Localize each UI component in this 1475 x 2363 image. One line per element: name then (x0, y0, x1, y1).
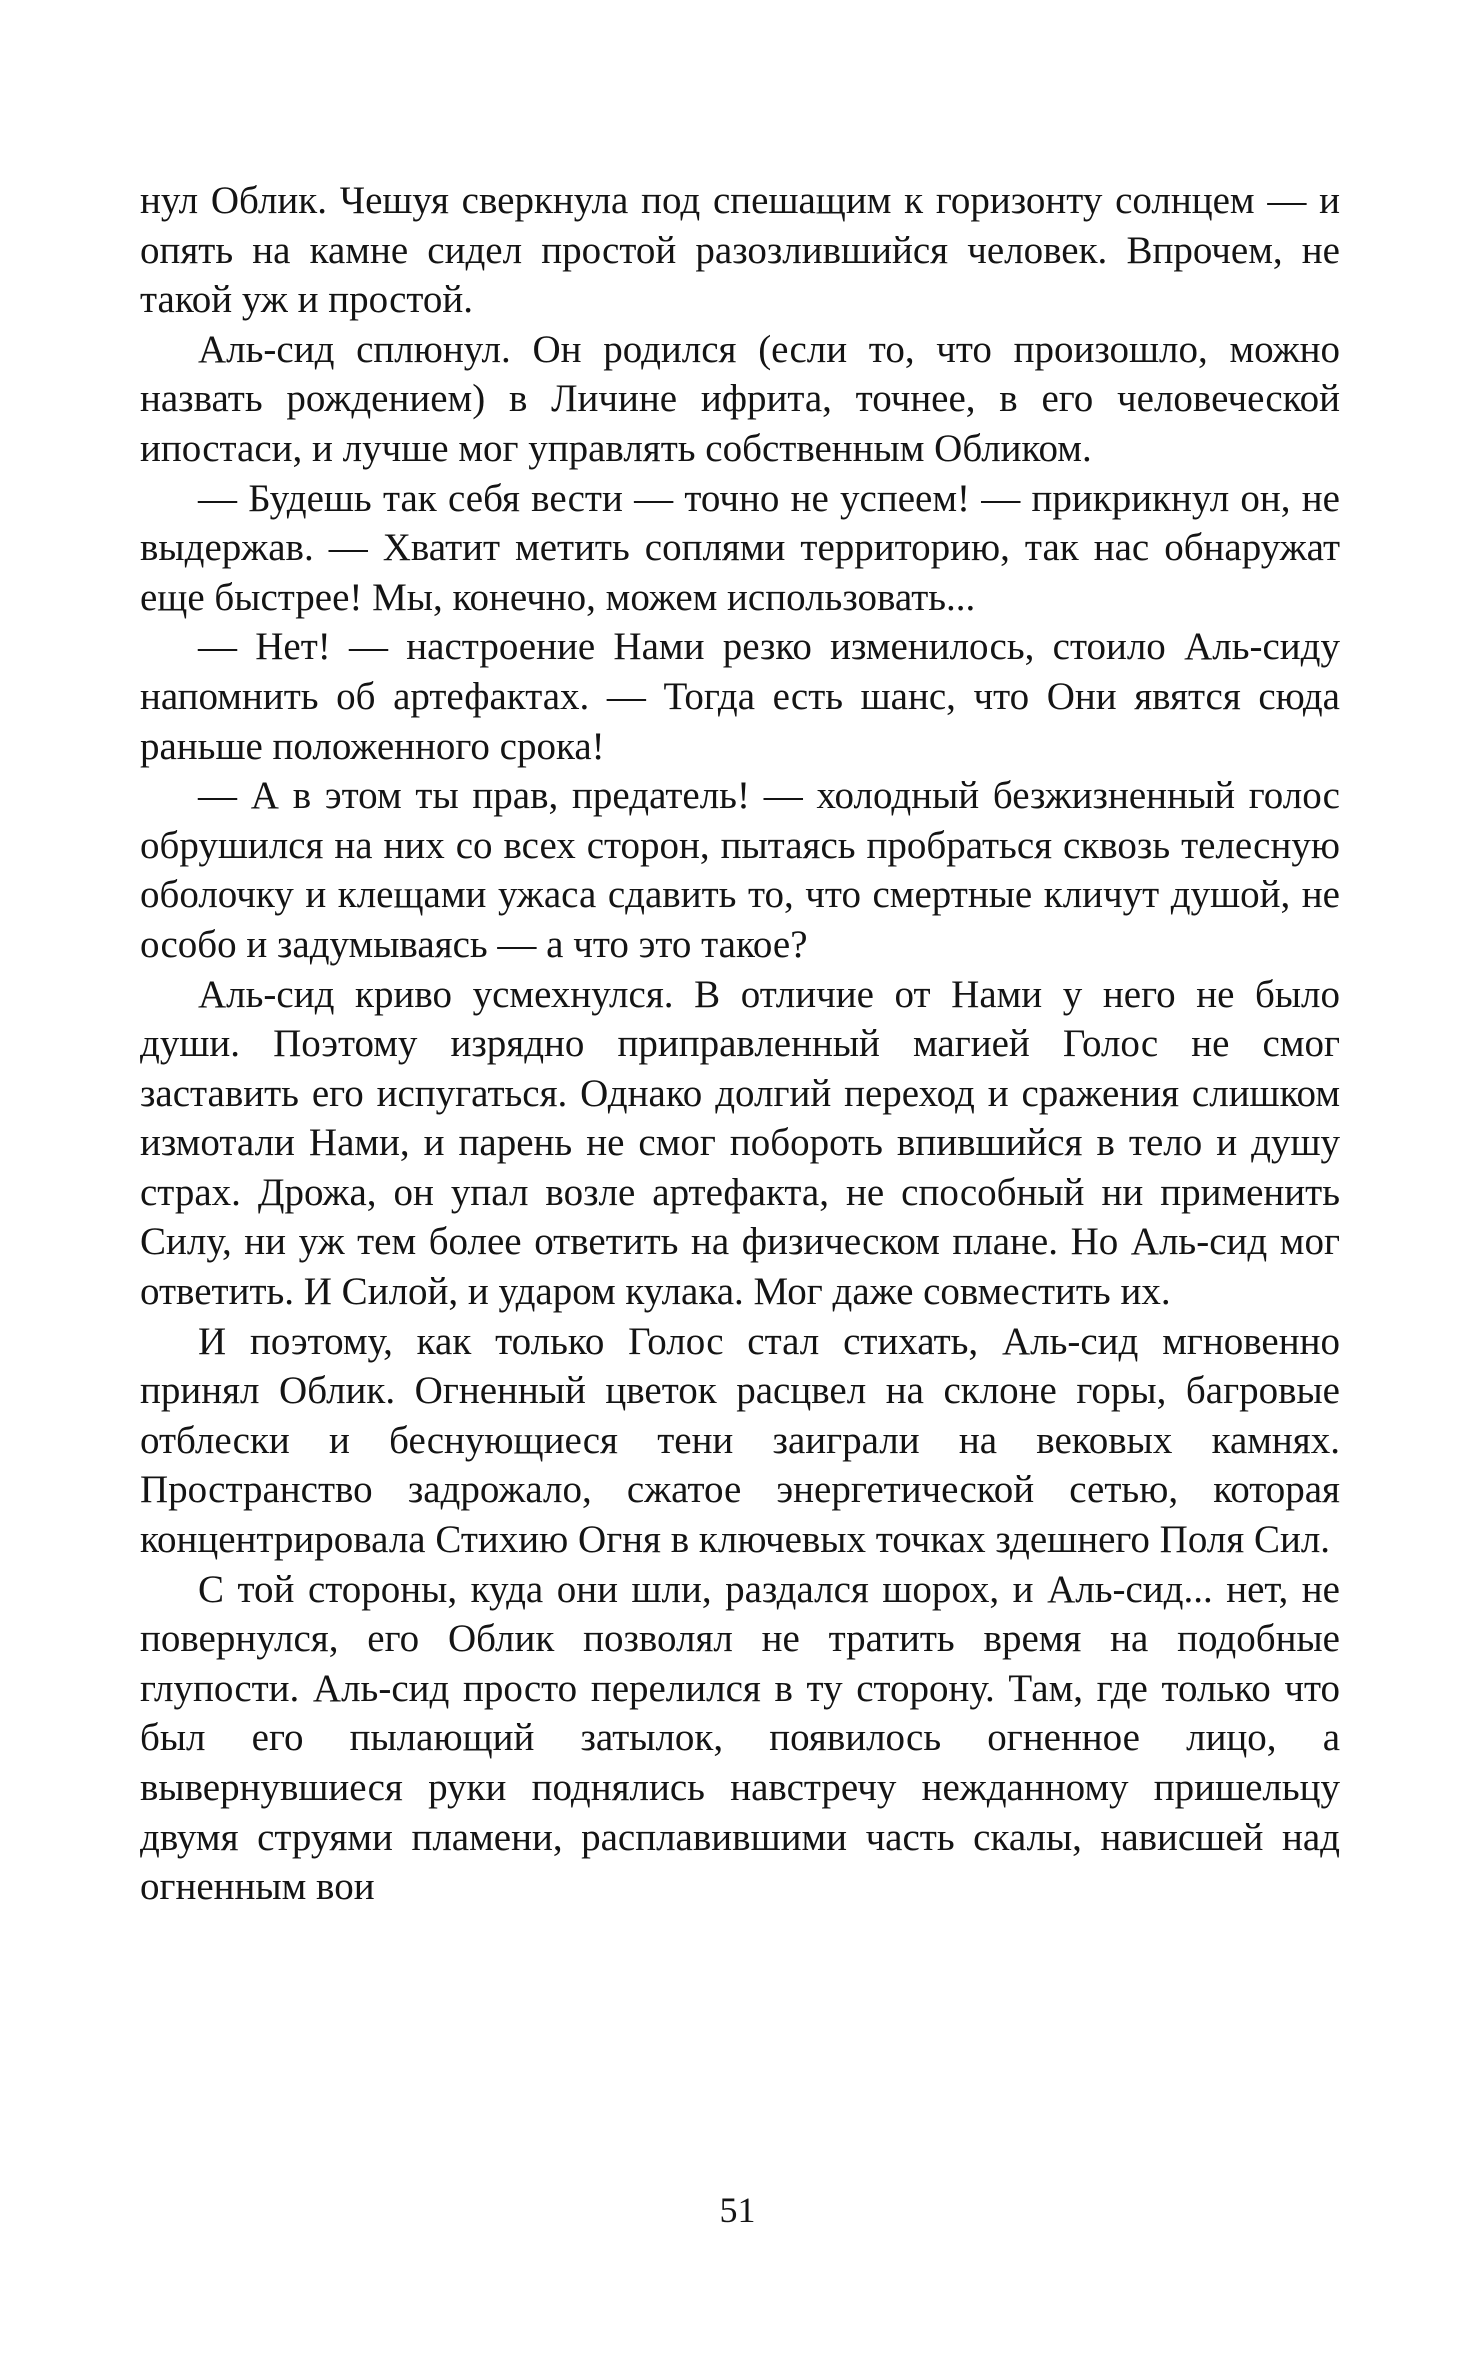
paragraph-5: — А в этом ты прав, предатель! — холодный безжизненный голос обрушился на них со всех сторон, пытаясь пробраться сквозь телесную оболочку и клещами ужаса сдавить то, что смертные кличут душой, не особо и задумываясь — а что это такое? (140, 774, 1340, 966)
page-number: 51 (719, 2190, 756, 2230)
paragraph-2: Аль-сид сплюнул. Он родился (если то, что произошло, можно назвать рождением) в Личине ифрита, точнее, в его человеческой ипостаси, и лучше мог управлять собственным Обликом. (140, 327, 1340, 470)
paragraph-6: Аль-сид криво усмехнулся. В отличие от Нами у него не было души. Поэтому изрядно приправленный магией Голос не смог заставить его испугаться. Однако долгий переход и сражения слишком измотали Нами, и парень не смог побороть впившийся в тело и душу страх. Дрожа, он упал возле артефакта, не способный ни применить Силу, ни уж тем более ответить на физическом плане. Но Аль-сид мог ответить. И Силой, и ударом кулака. Мог даже совместить их. (140, 972, 1340, 1314)
paragraph-4: — Нет! — настроение Нами резко изменилось, стоило Аль-сиду напомнить об артефактах. — Тогда есть шанс, что Они явятся сюда раньше положенного срока! (140, 625, 1340, 768)
paragraph-1: нул Облик. Чешуя сверкнула под спешащим к горизонту солнцем — и опять на камне сидел простой разозлившийся человек. Впрочем, не такой уж и простой. (140, 179, 1340, 322)
paragraph-8: С той стороны, куда они шли, раздался шорох, и Аль-сид... нет, не повернулся, его Облик позволял не тратить время на подобные глупости. Аль-сид просто перелился в ту сторону. Там, где только что был его пылающий затылок, появилось огненное лицо, а вывернувшиеся руки поднялись навстречу нежданному пришельцу двумя струями пламени, расплавившими часть скалы, нависшей над огненным вои (140, 1567, 1340, 1909)
paragraph-3: — Будешь так себя вести — точно не успеем! — прикрикнул он, не выдержав. — Хватит метить соплями территорию, так нас обнаружат еще быстрее! Мы, конечно, можем использовать... (140, 476, 1340, 619)
body-text (140, 176, 1340, 1912)
paragraph-7: И поэтому, как только Голос стал стихать, Аль-сид мгновенно принял Облик. Огненный цветок расцвел на склоне горы, багровые отблески и беснующиеся тени заиграли на вековых камнях. Пространство задрожало, сжатое энергетической сетью, которая концентрировала Стихию Огня в ключевых точках здешнего Поля Сил. (140, 1319, 1340, 1562)
